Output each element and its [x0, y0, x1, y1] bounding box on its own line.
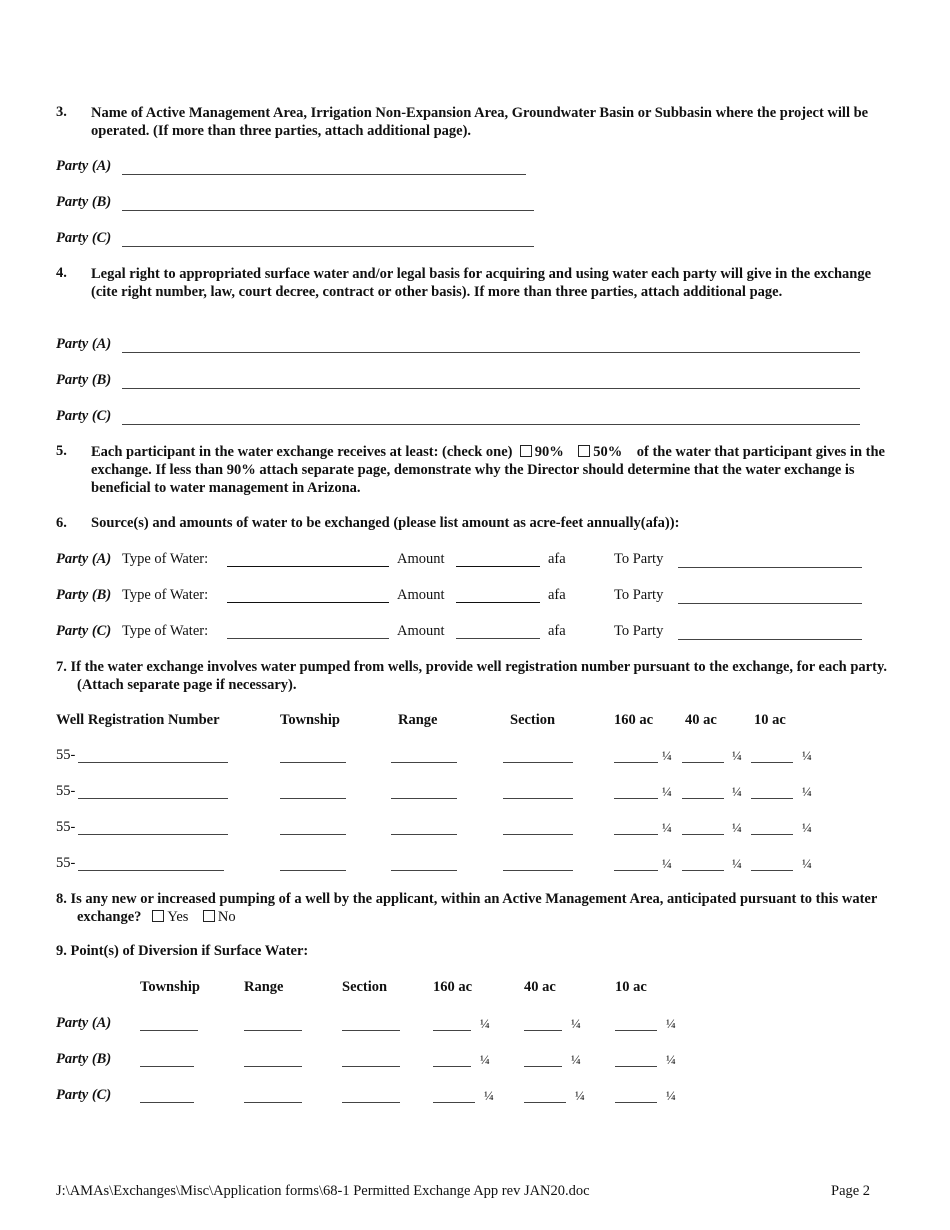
q6-party-a-label: Party (A) — [56, 551, 112, 567]
q7-row-prefix: 55- — [56, 819, 76, 835]
q7-township-field[interactable] — [280, 798, 346, 799]
q6-to-party-field-c[interactable] — [678, 639, 862, 640]
q7-text: 7. If the water exchange involves water pumped from wells, provide well registration number pursuant to the exchange, for each party. (Attach separate page if necessary). — [56, 659, 888, 693]
q6-to-party-field-a[interactable] — [678, 567, 862, 568]
q6-unit-a: afa — [548, 551, 566, 567]
q9-10ac-field[interactable] — [615, 1066, 657, 1067]
q8-checkbox-no[interactable] — [203, 910, 215, 922]
q9-text: 9. Point(s) of Diversion if Surface Water: — [56, 943, 309, 959]
q4-number: 4. — [56, 265, 67, 281]
q3-party-c-field[interactable] — [122, 246, 534, 247]
q7-section-field[interactable] — [503, 870, 573, 871]
q7-header-well: Well Registration Number — [56, 712, 220, 728]
q7-township-field[interactable] — [280, 870, 346, 871]
q3-party-b-field[interactable] — [122, 210, 534, 211]
q7-header-160ac: 160 ac — [614, 712, 654, 728]
q9-township-field[interactable] — [140, 1102, 194, 1103]
q6-type-field-b[interactable] — [227, 602, 389, 603]
q7-section-field[interactable] — [503, 798, 573, 799]
q6-amount-field-b[interactable] — [456, 602, 540, 603]
q4-text: Legal right to appropriated surface water and/or legal basis for acquiring and using water each party will give in the exchange (cite right number, law, court decree, contract or other basis). If more than three parties, attach additional page. — [91, 266, 872, 300]
q5-option-90: 90% — [534, 444, 564, 460]
q6-amount-label-a: Amount — [397, 551, 445, 567]
q5-number: 5. — [56, 443, 67, 459]
q7-10ac-field[interactable] — [751, 870, 793, 871]
q6-unit-c: afa — [548, 623, 566, 639]
q7-header-township: Township — [280, 712, 340, 728]
q7-header-range: Range — [398, 712, 438, 728]
q9-10ac-field[interactable] — [615, 1102, 657, 1103]
q7-quarter-mark: ¼ — [662, 784, 672, 799]
q9-header-40ac: 40 ac — [524, 979, 556, 995]
q7-range-field[interactable] — [391, 798, 457, 799]
q7-well-field[interactable] — [78, 762, 228, 763]
q4-party-b-field[interactable] — [122, 388, 860, 389]
q9-40ac-field[interactable] — [524, 1102, 566, 1103]
q7-10ac-field[interactable] — [751, 834, 793, 835]
q9-40ac-field[interactable] — [524, 1066, 562, 1067]
footer-file-path: J:\AMAs\Exchanges\Misc\Application forms\68-1 Permitted Exchange App rev JAN20.doc — [56, 1183, 590, 1199]
q9-quarter-mark: ¼ — [666, 1016, 676, 1031]
q6-amount-field-c[interactable] — [456, 638, 540, 639]
q3-text: Name of Active Management Area, Irrigation Non-Expansion Area, Groundwater Basin or Subbasin where the project will be operated. (If more than three parties, attach additional page). — [91, 105, 869, 139]
q7-40ac-field[interactable] — [682, 798, 724, 799]
q6-amount-label-c: Amount — [397, 623, 445, 639]
q6-text: Source(s) and amounts of water to be exchanged (please list amount as acre-feet annually(afa)): — [91, 515, 680, 531]
q7-160ac-field[interactable] — [614, 834, 658, 835]
q6-to-party-label-c: To Party — [614, 623, 664, 639]
q9-party-c-label: Party (C) — [56, 1087, 112, 1103]
q6-party-c-label: Party (C) — [56, 623, 112, 639]
q6-unit-b: afa — [548, 587, 566, 603]
q7-160ac-field[interactable] — [614, 762, 658, 763]
q6-type-label-b: Type of Water: — [122, 587, 209, 603]
footer-page-number: Page 2 — [831, 1183, 871, 1199]
q7-well-field[interactable] — [78, 834, 228, 835]
q9-40ac-field[interactable] — [524, 1030, 562, 1031]
q8-checkbox-yes[interactable] — [152, 910, 164, 922]
q7-40ac-field[interactable] — [682, 762, 724, 763]
q7-township-field[interactable] — [280, 762, 346, 763]
q7-quarter-mark: ¼ — [732, 820, 742, 835]
q9-160ac-field[interactable] — [433, 1066, 471, 1067]
q6-type-field-c[interactable] — [227, 638, 389, 639]
q7-quarter-mark: ¼ — [732, 856, 742, 871]
q6-to-party-field-b[interactable] — [678, 603, 862, 604]
q5-option-50: 50% — [593, 444, 623, 460]
q9-range-field[interactable] — [244, 1066, 302, 1067]
q7-range-field[interactable] — [391, 762, 457, 763]
q7-10ac-field[interactable] — [751, 762, 793, 763]
q9-header-range: Range — [244, 979, 284, 995]
q7-header-section: Section — [510, 712, 556, 728]
q9-10ac-field[interactable] — [615, 1030, 657, 1031]
q5-checkbox-50[interactable] — [578, 445, 590, 457]
q9-party-b-label: Party (B) — [56, 1051, 112, 1067]
q7-township-field[interactable] — [280, 834, 346, 835]
q7-quarter-mark: ¼ — [802, 820, 812, 835]
q9-header-township: Township — [140, 979, 200, 995]
q9-township-field[interactable] — [140, 1066, 194, 1067]
q7-range-field[interactable] — [391, 834, 457, 835]
q9-quarter-mark: ¼ — [571, 1016, 581, 1031]
q7-header-40ac: 40 ac — [685, 712, 717, 728]
q6-number: 6. — [56, 515, 67, 531]
q4-party-c-field[interactable] — [122, 424, 860, 425]
q5-checkbox-90[interactable] — [520, 445, 532, 457]
q6-type-field-a[interactable] — [227, 566, 389, 567]
q4-party-c-label: Party (C) — [56, 408, 112, 424]
q7-160ac-field[interactable] — [614, 870, 658, 871]
q9-quarter-mark: ¼ — [480, 1016, 490, 1031]
q7-40ac-field[interactable] — [682, 870, 724, 871]
q7-row-prefix: 55- — [56, 855, 76, 871]
q6-type-label-a: Type of Water: — [122, 551, 209, 567]
q9-quarter-mark: ¼ — [480, 1052, 490, 1067]
q9-quarter-mark: ¼ — [575, 1088, 585, 1103]
q3-party-b-label: Party (B) — [56, 194, 112, 210]
q3-number: 3. — [56, 104, 67, 120]
q7-quarter-mark: ¼ — [802, 748, 812, 763]
q7-quarter-mark: ¼ — [802, 784, 812, 799]
q7-quarter-mark: ¼ — [802, 856, 812, 871]
q5-text — [91, 443, 891, 497]
q8-no-label: No — [217, 909, 236, 925]
q9-range-field[interactable] — [244, 1102, 302, 1103]
q7-160ac-field[interactable] — [614, 798, 658, 799]
q9-quarter-mark: ¼ — [484, 1088, 494, 1103]
q9-160ac-field[interactable] — [433, 1102, 475, 1103]
q7-quarter-mark: ¼ — [662, 820, 672, 835]
q6-type-label-c: Type of Water: — [122, 623, 209, 639]
q7-row-prefix: 55- — [56, 783, 76, 799]
q6-amount-label-b: Amount — [397, 587, 445, 603]
q9-header-10ac: 10 ac — [615, 979, 647, 995]
q7-quarter-mark: ¼ — [732, 784, 742, 799]
q9-range-field[interactable] — [244, 1030, 302, 1031]
q9-header-160ac: 160 ac — [433, 979, 473, 995]
q8-text: 8. Is any new or increased pumping of a well by the applicant, within an Active Management Area, anticipated pursuant to this water exchange? — [56, 891, 878, 925]
q6-to-party-label-a: To Party — [614, 551, 664, 567]
q3-party-c-label: Party (C) — [56, 230, 112, 246]
q7-row-prefix: 55- — [56, 747, 76, 763]
q9-quarter-mark: ¼ — [666, 1052, 676, 1067]
q9-township-field[interactable] — [140, 1030, 198, 1031]
q3-party-a-field[interactable] — [122, 174, 526, 175]
q7-quarter-mark: ¼ — [662, 856, 672, 871]
q9-party-a-label: Party (A) — [56, 1015, 112, 1031]
q8-yes-label: Yes — [167, 909, 189, 925]
q3-party-a-label: Party (A) — [56, 158, 112, 174]
q7-range-field[interactable] — [391, 870, 457, 871]
q4-party-b-label: Party (B) — [56, 372, 112, 388]
q7-well-field[interactable] — [78, 870, 224, 871]
q8-block — [56, 890, 912, 926]
q7-quarter-mark: ¼ — [732, 748, 742, 763]
q7-section-field[interactable] — [503, 762, 573, 763]
q9-quarter-mark: ¼ — [666, 1088, 676, 1103]
q7-well-field[interactable] — [78, 798, 228, 799]
q4-party-a-label: Party (A) — [56, 336, 112, 352]
q9-section-field[interactable] — [342, 1102, 400, 1103]
q4-party-a-field[interactable] — [122, 352, 860, 353]
q9-160ac-field[interactable] — [433, 1030, 471, 1031]
q9-section-field[interactable] — [342, 1030, 400, 1031]
q7-40ac-field[interactable] — [682, 834, 724, 835]
q7-section-field[interactable] — [503, 834, 573, 835]
q5-text-before: Each participant in the water exchange receives at least: (check one) — [91, 444, 513, 460]
q9-section-field[interactable] — [342, 1066, 400, 1067]
q9-quarter-mark: ¼ — [571, 1052, 581, 1067]
q6-amount-field-a[interactable] — [456, 566, 540, 567]
q9-header-section: Section — [342, 979, 388, 995]
q6-to-party-label-b: To Party — [614, 587, 664, 603]
q7-header-10ac: 10 ac — [754, 712, 786, 728]
q5-text-after: of the water that participant gives in the exchange. If less than 90% attach separate page, demonstrate why the Director should determine that the water exchange is beneficial to water management in Arizona. — [91, 444, 885, 496]
q7-quarter-mark: ¼ — [662, 748, 672, 763]
q7-10ac-field[interactable] — [751, 798, 793, 799]
q6-party-b-label: Party (B) — [56, 587, 112, 603]
